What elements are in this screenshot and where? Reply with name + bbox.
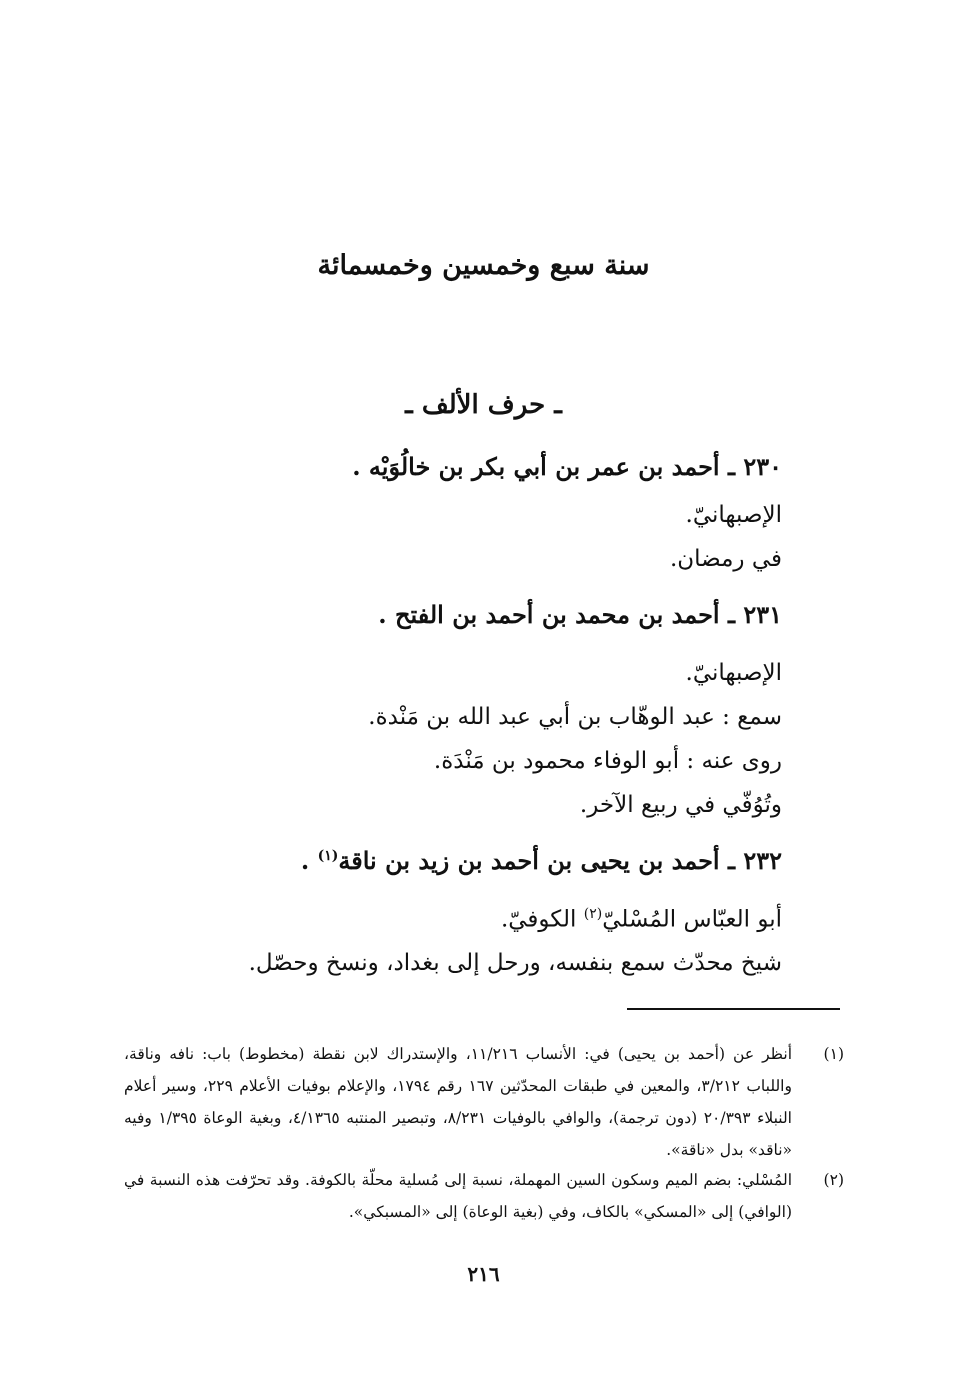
footnote-2-text: المُسْلي: بضم الميم وسكون السين المهملة، نسبة إلى مُسلية محلّة بالكوفة. وقد تحرّفت هذه النسبة في (الوافي) إلى «المسكي» بالكاف، وفي (بغية الوعاة) إلى «المسبكي».: [124, 1171, 792, 1221]
entry-232-heading-text: ٢٣٢ ـ أحمد بن يحيى بن أحمد بن زيد بن ناقة: [338, 846, 782, 875]
footnote-1-text: أنظر عن (أحمد بن يحيى) في: الأنساب ١١/٢١٦، والإستدراك لابن نقطة (مخطوط) باب: نافه وناقة، واللباب ٣/٢١٢، والمعين في طبقات المحدّثين ١٦٧ رقم ١٧٩٤، والإعلام بوفيات الأعلام ٢٢٩، وسير أعلام النبلاء ٢٠/٣٩٣ (دون ترجمة)، والوافي بالوفيات ٨/٢٣١، وتبصير المنتبه ٤/١٣٦٥، وبغية الوعاة ١/٣٩٥ وفيه «ناقد» بدل «ناقة».: [124, 1045, 793, 1159]
entry-232-heading-end: .: [300, 846, 318, 875]
entry-230-heading: ٢٣٠ ـ أحمد بن عمر بن أبي بكر بن خالُوَيْه .: [352, 452, 782, 481]
footnote-2-number: (٢): [823, 1171, 844, 1189]
page-number: ٢١٦: [467, 1262, 500, 1286]
entry-232-line-2: شيخ محدّث سمع بنفسه، ورحل إلى بغداد، ونسخ وحصّل.: [248, 950, 782, 976]
footnote-1: [124, 1038, 844, 1166]
footnote-divider: [627, 1008, 840, 1010]
entry-230-line-2: في رمضان.: [669, 546, 782, 572]
entry-232-line-1: [501, 906, 782, 933]
entry-232-line-1-a: أبو العبّاس المُسْليّ: [602, 906, 782, 933]
entry-231-line-3: روى عنه : أبو الوفاء محمود بن مَنْدَة.: [433, 748, 782, 774]
footnote-ref-2: (٢): [583, 906, 603, 922]
entry-232-line-1-b: الكوفيّ.: [500, 906, 584, 933]
entry-231-heading: ٢٣١ ـ أحمد بن محمد بن أحمد بن الفتح .: [378, 600, 782, 629]
entry-231-line-1: الإصبهانيّ.: [685, 660, 782, 686]
entry-230-line-1: الإصبهانيّ.: [685, 502, 782, 528]
section-heading: ـ حرف الألف ـ: [405, 390, 562, 420]
footnote-ref-1: (١): [317, 848, 339, 864]
entry-231-line-2: سمع : عبد الوهّاب بن أبي عبد الله بن مَنْدة.: [368, 704, 782, 730]
year-heading: سنة سبع وخمسين وخمسمائة: [317, 250, 650, 281]
entry-232-heading: [301, 846, 782, 875]
footnote-2: [124, 1164, 844, 1228]
footnote-1-number: (١): [823, 1045, 844, 1063]
entry-231-line-4: وتُوُفّي في ربيع الآخر.: [579, 792, 782, 818]
